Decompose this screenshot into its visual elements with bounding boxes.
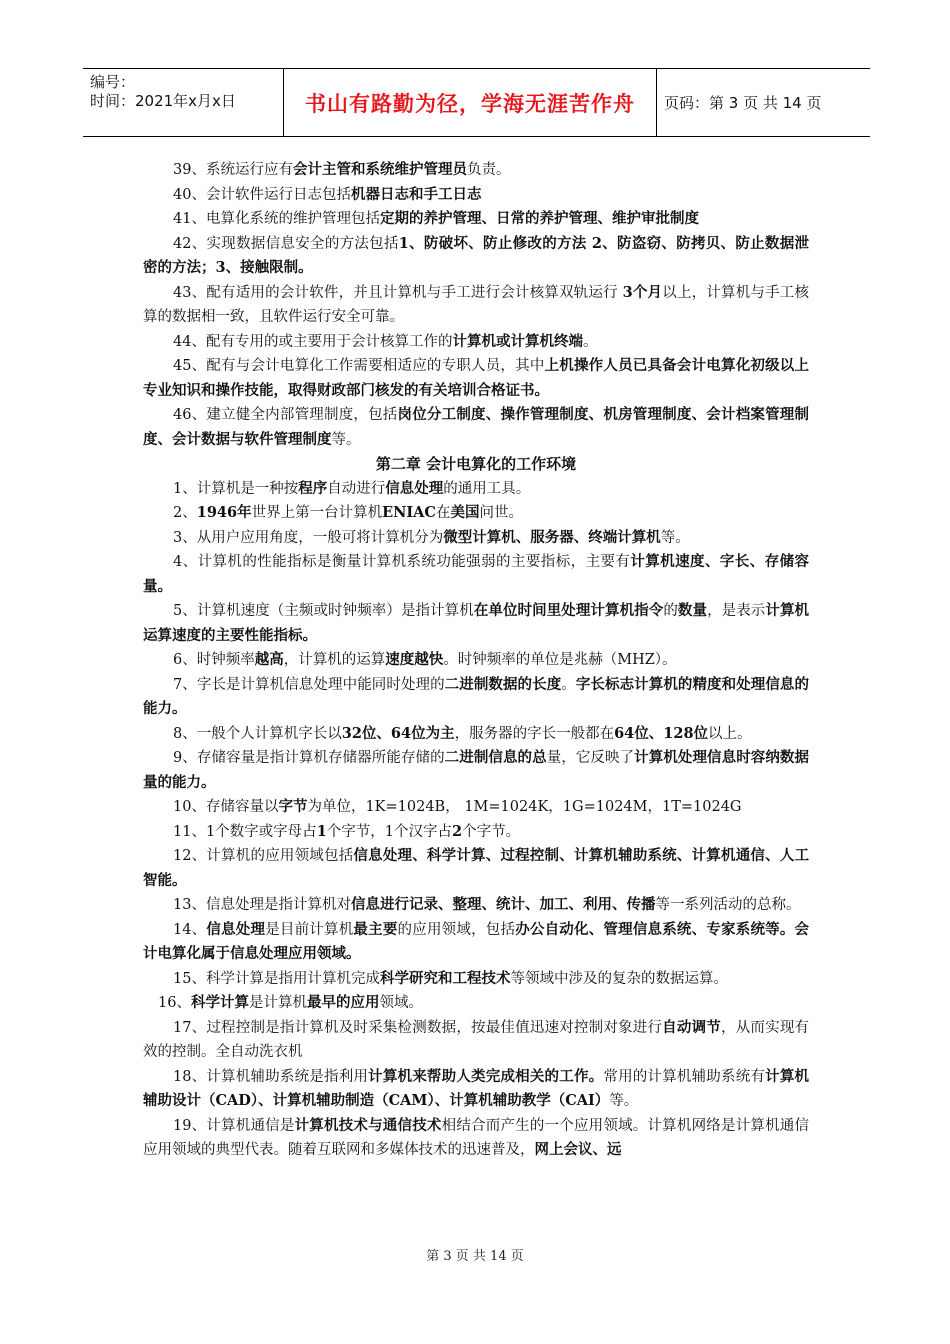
section-chapter1-tail bbox=[143, 158, 809, 452]
text: 以上，计算机与手工核算的数据相一致，且软件运行安全可靠。 bbox=[143, 284, 809, 325]
paragraph bbox=[143, 673, 809, 722]
bold-text: 最主要 bbox=[353, 920, 398, 938]
doc-date-label: 时间：2021年x月x日 bbox=[90, 92, 236, 110]
text: 1、计算机是一种按 bbox=[173, 480, 299, 497]
text: 18、计算机辅助系统是指利用 bbox=[173, 1068, 369, 1085]
bold-text: 2 bbox=[452, 822, 463, 840]
paragraph bbox=[143, 1114, 809, 1163]
bold-text: 程序 bbox=[298, 479, 328, 497]
text: 7、字长是计算机信息处理中能同时处理的 bbox=[173, 676, 445, 693]
paragraph bbox=[143, 1016, 809, 1065]
paragraph bbox=[143, 967, 809, 992]
paragraph bbox=[143, 1065, 809, 1114]
text: 2、 bbox=[173, 505, 197, 521]
paragraph bbox=[143, 281, 809, 330]
bold-text: 计算机技术与通信技术 bbox=[294, 1116, 442, 1134]
bold-text: ENIAC bbox=[382, 504, 436, 521]
bold-text: 1 bbox=[316, 822, 327, 840]
text: 等一系列活动的总称。 bbox=[655, 897, 801, 913]
bold-text: 信息处理 bbox=[206, 920, 266, 938]
bold-text: 科学计算 bbox=[190, 994, 249, 1011]
text: 量，它反映了 bbox=[546, 750, 635, 766]
paragraph bbox=[143, 550, 809, 599]
text: ，是表示 bbox=[707, 603, 766, 619]
text: 。时钟频率的单位是兆赫（MHZ）。 bbox=[443, 652, 677, 668]
paragraph bbox=[128, 991, 809, 1016]
bold-text: 二进制信息的总 bbox=[444, 749, 547, 766]
bold-text: 会计主管和系统维护管理员 bbox=[292, 161, 467, 178]
text: 13、信息处理是指计算机对 bbox=[173, 897, 351, 913]
bold-text: 64位、128位 bbox=[614, 724, 709, 742]
text: 世界上第一台计算机 bbox=[251, 505, 383, 521]
text: 在 bbox=[435, 505, 451, 521]
bold-text: 网上会议、远 bbox=[534, 1141, 622, 1158]
text: 12、计算机的应用领域包括 bbox=[173, 848, 354, 864]
bold-text: 办公自动化、管理信息系统、专家系统等。会计电算化属于信息处理应用领域。 bbox=[143, 920, 810, 962]
bold-text: 32位、64位为主 bbox=[341, 724, 455, 742]
text: 常用的计算机辅助系统有 bbox=[603, 1068, 766, 1085]
text: 。 bbox=[582, 333, 598, 350]
text: 8、一般个人计算机字长以 bbox=[173, 725, 342, 742]
text: 问世。 bbox=[479, 505, 523, 521]
paragraph bbox=[143, 844, 809, 893]
paragraph bbox=[143, 403, 809, 452]
text: 是目前计算机 bbox=[265, 921, 354, 938]
paragraph bbox=[143, 158, 809, 183]
bold-text: 自动调节 bbox=[662, 1018, 721, 1036]
bold-text: 计算机速度、字长、存储容量。 bbox=[143, 553, 809, 595]
text: ，服务器的字长一般都在 bbox=[454, 725, 615, 742]
bold-text: 二进制数据的长度 bbox=[444, 675, 562, 693]
bold-text: 1946年 bbox=[196, 504, 252, 521]
text: 的 bbox=[663, 603, 678, 619]
bold-text: 计算机或计算机终端 bbox=[452, 332, 583, 350]
paragraph bbox=[143, 599, 809, 648]
page-header bbox=[83, 68, 870, 137]
bold-text: 1、防破坏、防止修改的方法 2、防盗窃、防拷贝、防止数据泄密的方法；3、接触限制。 bbox=[143, 234, 809, 276]
text: 46、建立健全内部管理制度，包括 bbox=[173, 407, 398, 423]
paragraph bbox=[143, 746, 809, 795]
text: 41、电算化系统的维护管理包括 bbox=[173, 211, 380, 227]
paragraph bbox=[143, 207, 809, 232]
paragraph bbox=[143, 330, 809, 355]
text: 19、计算机通信是 bbox=[173, 1117, 295, 1134]
bold-text: 3个月 bbox=[622, 283, 663, 301]
text: 。 bbox=[561, 676, 576, 693]
text: 等。 bbox=[609, 1093, 639, 1109]
paragraph bbox=[143, 918, 809, 967]
text: 为单位，1K=1024B， 1M=1024K，1G=1024M，1T=1024G bbox=[307, 799, 742, 815]
bold-text: 在单位时间里处理计算机指令 bbox=[473, 602, 664, 619]
text: 42、实现数据信息安全的方法包括 bbox=[173, 235, 399, 252]
bold-text: 上机操作人员已具备会计电算化初级以上专业知识和操作技能，取得财政部门核发的有关培训合格证书。 bbox=[143, 357, 810, 399]
paragraph bbox=[143, 526, 809, 551]
bold-text: 计算机来帮助人类完成相关的工作。 bbox=[368, 1067, 604, 1085]
bold-text: 字长标志计算机的精度和处理信息的能力。 bbox=[143, 675, 809, 717]
text: 4、计算机的性能指标是衡量计算机系统功能强弱的主要指标，主要有 bbox=[173, 554, 631, 570]
text: 11、1个数字或字母占 bbox=[173, 823, 317, 840]
bold-text: 信息处理、科学计算、过程控制、计算机辅助系统、计算机通信、人工智能。 bbox=[143, 847, 810, 889]
text: 16、 bbox=[158, 995, 191, 1011]
bold-text: 信息进行记录、整理、统计、加工、利用、传播 bbox=[350, 896, 656, 913]
text: 39、系统运行应有 bbox=[173, 162, 293, 178]
bold-text: 科学研究和工程技术 bbox=[379, 969, 511, 987]
bold-text: 最早的应用 bbox=[306, 994, 380, 1011]
text: 等。 bbox=[331, 431, 361, 448]
bold-text: 计算机辅助设计（CAD）、计算机辅助制造（CAM）、计算机辅助教学（CAI） bbox=[143, 1067, 810, 1109]
header-page-label: 页码：第 3 页 共 14 页 bbox=[664, 94, 822, 112]
text: 15、科学计算是指用计算机完成 bbox=[173, 970, 380, 987]
text: ，计算机的运算 bbox=[283, 652, 386, 668]
text: 10、存储容量以 bbox=[173, 799, 279, 815]
bold-text: 微型计算机、服务器、终端计算机 bbox=[443, 528, 661, 546]
paragraph bbox=[143, 232, 809, 281]
bold-text: 数量 bbox=[677, 602, 708, 619]
text: 40、会计软件运行日志包括 bbox=[173, 186, 351, 203]
paragraph bbox=[143, 795, 809, 820]
text: 45、配有与会计电算化工作需要相适应的专职人员，其中 bbox=[173, 358, 545, 374]
text: 17、过程控制是指计算机及时采集检测数据，按最佳值迅速对控制对象进行 bbox=[173, 1019, 663, 1036]
text: ，从而实现有效的控制。全自动洗衣机 bbox=[143, 1019, 810, 1060]
paragraph bbox=[143, 183, 809, 208]
paragraph bbox=[143, 354, 809, 403]
paragraph bbox=[143, 477, 809, 502]
bold-text: 岗位分工制度、操作管理制度、机房管理制度、会计档案管理制度、会计数据与软件管理制度 bbox=[143, 406, 810, 448]
text: 3、从用户应用角度，一般可将计算机分为 bbox=[173, 529, 444, 546]
text: 等。 bbox=[660, 529, 690, 546]
bold-text: 速度越快 bbox=[385, 651, 444, 668]
text: 9、存储容量是指计算机存储器所能存储的 bbox=[173, 750, 445, 766]
text: 14、 bbox=[173, 921, 207, 938]
header-meta bbox=[83, 69, 283, 136]
text: 以上。 bbox=[708, 725, 752, 742]
text: 43、配有适用的会计软件，并且计算机与手工进行会计核算双轨运行 bbox=[173, 284, 623, 301]
bold-text: 美国 bbox=[450, 504, 480, 521]
paragraph bbox=[143, 893, 809, 918]
bold-text: 机器日志和手工日志 bbox=[350, 185, 482, 203]
text: 的应用领域，包括 bbox=[397, 921, 516, 938]
bold-text: 信息处理 bbox=[385, 479, 444, 497]
text: 5、计算机速度（主频或时钟频率）是指计算机 bbox=[173, 603, 474, 619]
document-body bbox=[143, 158, 809, 1163]
paragraph bbox=[143, 501, 809, 526]
bold-text: 计算机处理信息时容纳数据量的能力。 bbox=[143, 749, 810, 791]
text: 个字节。 bbox=[462, 823, 521, 840]
text: 自动进行 bbox=[327, 480, 386, 497]
text: 等领域中涉及的复杂的数据运算。 bbox=[510, 970, 728, 987]
text: 领域。 bbox=[379, 995, 423, 1011]
page-footer: 第 3 页 共 14 页 bbox=[426, 1249, 524, 1264]
doc-number-label: 编号： bbox=[90, 73, 136, 91]
bold-text: 越高 bbox=[254, 651, 284, 668]
section-chapter2 bbox=[143, 477, 809, 1163]
bold-text: 计算机运算速度的主要性能指标。 bbox=[143, 602, 810, 644]
text: 负责。 bbox=[466, 162, 511, 178]
bold-text: 字节 bbox=[278, 798, 308, 815]
text: 相结合而产生的一个应用领域。计算机网络是计算机通信应用领域的典型代表。随着互联网和多媒体技术的迅速普及， bbox=[143, 1117, 810, 1158]
paragraph bbox=[143, 820, 809, 845]
text: 6、时钟频率 bbox=[173, 652, 255, 668]
text: 个字节，1个汉字占 bbox=[326, 823, 453, 840]
paragraph bbox=[143, 722, 809, 747]
text: 44、配有专用的或主要用于会计核算工作的 bbox=[173, 333, 453, 350]
text: 是计算机 bbox=[248, 995, 307, 1011]
text: 的通用工具。 bbox=[443, 480, 531, 497]
header-motto: 书山有路勤为径，学海无涯苦作舟 bbox=[283, 69, 657, 136]
chapter-title: 第二章 会计电算化的工作环境 bbox=[375, 455, 577, 473]
bold-text: 定期的养护管理、日常的养护管理、维护审批制度 bbox=[379, 210, 699, 227]
paragraph bbox=[143, 648, 809, 673]
